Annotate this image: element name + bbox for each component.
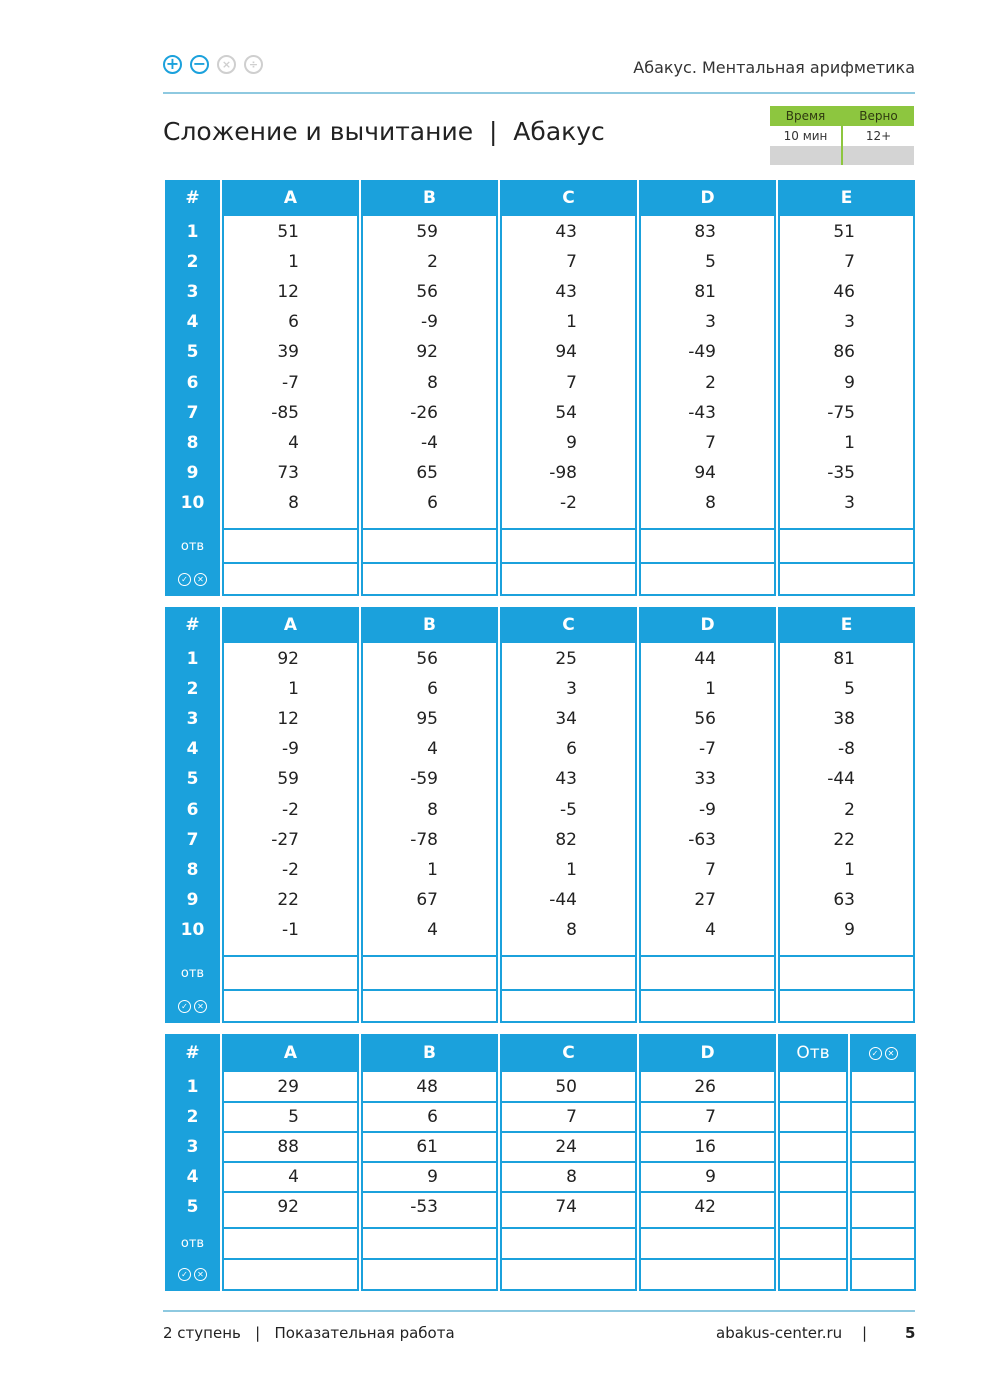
cell-value: 5 [288,1107,299,1128]
time-value: 10 мин [783,129,828,143]
cell-value: 12 [277,709,299,730]
correct-result-field[interactable] [841,146,914,165]
row-label: 2 [186,1107,199,1128]
row-check-input[interactable] [852,1103,914,1130]
cell-value: -4 [421,432,438,453]
cell-value: 8 [427,799,438,820]
cell-value: 3 [844,492,855,513]
row-index-column [165,607,220,1023]
cell-value: 1 [427,859,438,880]
cell-value: 5 [705,252,716,273]
row-label: 7 [186,829,199,850]
row-divider [639,1101,776,1103]
column-header: C [500,607,637,643]
page-title: Сложение и вычитание | Абакус [163,117,605,146]
answer-row-label: отв [180,966,205,981]
cell-value: 6 [427,679,438,700]
row-answer-input[interactable] [780,1193,846,1220]
row-check-input[interactable] [852,1163,914,1190]
cell-value: 1 [844,859,855,880]
index-header: # [185,188,200,208]
cell-value: -7 [699,739,716,760]
cell-value: -27 [271,829,299,850]
row-label: 7 [186,402,199,423]
column-header: A [222,180,359,216]
row-answer-input[interactable] [780,1103,846,1130]
cell-value: 43 [555,282,577,303]
check-input[interactable] [224,564,357,594]
cell-value: 4 [288,432,299,453]
cell-value: 3 [566,679,577,700]
row-check-input[interactable] [852,1073,914,1100]
check-input[interactable] [780,564,913,594]
column-b [361,607,498,1023]
row-divider [222,1161,359,1163]
cell-value: 39 [277,342,299,363]
cell-value: 81 [694,282,716,303]
cell-value: 38 [833,709,855,730]
cell-value: 51 [277,222,299,242]
cell-value: 95 [416,709,438,730]
row-label: 6 [186,372,199,393]
row-label: 3 [186,1137,199,1158]
cell-value: 94 [555,342,577,363]
check-divider [850,1258,916,1260]
answer-divider [778,1227,848,1229]
index-header: # [185,615,200,635]
answer-input[interactable] [502,1229,635,1257]
cell-value: 9 [844,372,855,393]
check-divider [778,1258,848,1260]
answer-input[interactable] [780,957,913,988]
row-label: 4 [186,312,199,333]
check-row-label [165,990,220,1023]
cell-value: 82 [555,829,577,850]
answer-input[interactable] [780,530,913,561]
exercise-table-2 [165,607,914,1023]
column-header: E [778,607,915,643]
cell-value: 22 [833,829,855,850]
cell-value: 92 [416,342,438,363]
cell-value: 43 [555,222,577,242]
row-label: 1 [186,1077,199,1097]
check-input[interactable] [363,991,496,1021]
cell-value: -9 [699,799,716,820]
check-column-header [850,1034,916,1072]
cell-value: -2 [282,859,299,880]
answer-input[interactable] [224,957,357,988]
check-column [850,1034,916,1291]
cell-value: 7 [566,372,577,393]
column-c [500,607,637,1023]
column-e [778,607,915,1023]
cell-value: 59 [416,222,438,242]
check-icon: ✓ [869,1047,882,1060]
check-input[interactable] [502,991,635,1021]
cell-value: 7 [705,859,716,880]
answer-input[interactable] [641,957,774,988]
cell-value: 2 [427,252,438,273]
cell-value: 1 [844,432,855,453]
cell-value: 8 [427,372,438,393]
plus-icon: + [163,55,182,74]
column-header: B [361,180,498,216]
cell-value: 88 [277,1137,299,1158]
check-input[interactable] [224,991,357,1021]
exercise-table-1 [165,180,914,596]
cell-value: -78 [410,829,438,850]
answer-input[interactable] [363,530,496,561]
row-label: 5 [186,769,199,790]
row-label: 5 [186,342,199,363]
column-c [500,180,637,596]
column-e [778,180,915,596]
row-label: 2 [186,679,199,700]
cell-value: -63 [688,829,716,850]
cell-value: 7 [705,432,716,453]
answer-divider [850,1227,916,1229]
column-header: A [222,607,359,643]
check-icon: ✓ [178,573,191,586]
row-label: 9 [186,889,199,910]
cell-value: 4 [427,919,438,940]
cell-value: 61 [416,1137,438,1158]
cell-value: -5 [560,799,577,820]
row-divider [222,1101,359,1103]
cell-value: 6 [427,492,438,513]
cell-value: 46 [833,282,855,303]
cell-value: 8 [566,1167,577,1188]
divide-icon: ÷ [244,55,263,74]
column-b [361,180,498,596]
cell-value: 6 [288,312,299,333]
minus-icon: − [190,55,209,74]
column-header: C [500,1034,637,1072]
cell-value: -26 [410,402,438,423]
row-divider [500,1161,637,1163]
check-input[interactable] [363,564,496,594]
answer-column-header: Отв [778,1034,848,1072]
column-b [361,1034,498,1291]
cell-value: -2 [560,492,577,513]
row-label: 3 [186,282,199,303]
cell-value: 51 [833,222,855,242]
footer-site: abakus-center.ru [716,1324,843,1342]
row-label: 5 [186,1197,199,1218]
cell-value: 9 [705,1167,716,1188]
cell-value: 7 [705,1107,716,1128]
cell-value: 81 [833,649,855,669]
row-divider [639,1191,776,1193]
row-divider [500,1131,637,1133]
column-a [222,1034,359,1291]
cell-value: 1 [705,679,716,700]
check-input[interactable] [641,991,774,1021]
cell-value: -44 [827,769,855,790]
row-label: 6 [186,799,199,820]
cell-value: 73 [277,462,299,483]
row-label: 1 [186,649,199,669]
cell-value: 3 [705,312,716,333]
row-index-column [165,180,220,596]
cell-value: 9 [566,432,577,453]
correct-label: Верно [841,106,914,126]
cell-value: 42 [694,1197,716,1218]
check-input[interactable] [224,1260,357,1287]
cell-value: 2 [844,799,855,820]
cell-value: 16 [694,1137,716,1158]
cell-value: -9 [421,312,438,333]
column-a [222,607,359,1023]
cell-value: 7 [566,1107,577,1128]
cell-value: 24 [555,1137,577,1158]
check-input[interactable] [780,991,913,1021]
cell-value: 9 [844,919,855,940]
footer-left: 2 ступень | Показательная работа [163,1324,455,1342]
column-a [222,180,359,596]
column-header: C [500,180,637,216]
cell-value: 63 [833,889,855,910]
cell-value: 65 [416,462,438,483]
cell-value: 67 [416,889,438,910]
cell-value: -75 [827,402,855,423]
cell-value: 22 [277,889,299,910]
cell-value: 2 [705,372,716,393]
cell-value: 6 [427,1107,438,1128]
cell-value: 33 [694,769,716,790]
cross-icon: ✕ [194,1268,207,1281]
check-input[interactable] [641,1260,774,1287]
cell-value: -43 [688,402,716,423]
row-label: 1 [186,222,199,242]
cell-value: 50 [555,1077,577,1097]
cell-value: -44 [549,889,577,910]
row-label: 9 [186,462,199,483]
row-label: 10 [180,919,205,940]
answer-input[interactable] [502,957,635,988]
cell-value: -2 [282,799,299,820]
row-answer-input[interactable] [780,1163,846,1190]
check-input[interactable] [641,564,774,594]
check-input[interactable] [502,564,635,594]
row-label: 3 [186,709,199,730]
time-result-field[interactable] [770,146,841,165]
cell-value: 83 [694,222,716,242]
cell-value: 29 [277,1077,299,1097]
cell-value: -1 [282,919,299,940]
column-c [500,1034,637,1291]
time-label: Время [770,106,841,126]
cell-value: 7 [566,252,577,273]
column-header: B [361,1034,498,1072]
cell-value: -98 [549,462,577,483]
check-icon: ✓ [178,1000,191,1013]
cell-value: 56 [694,709,716,730]
check-row-label [165,1259,220,1289]
header-divider [163,92,915,94]
answer-input[interactable] [224,530,357,561]
row-index-column [165,1034,220,1291]
cell-value: 8 [566,919,577,940]
cell-value: 8 [288,492,299,513]
column-d [639,607,776,1023]
cell-value: -8 [838,739,855,760]
column-d [639,180,776,596]
cell-value: 56 [416,282,438,303]
answer-input[interactable] [502,530,635,561]
answer-input[interactable] [224,1229,357,1257]
cell-value: 26 [694,1077,716,1097]
check-row-label [165,563,220,596]
answer-input[interactable] [641,530,774,561]
cell-value: 7 [844,252,855,273]
row-label: 2 [186,252,199,273]
column-header: E [778,180,915,216]
cell-value: -7 [282,372,299,393]
cell-value: 3 [844,312,855,333]
operation-icons [163,55,263,74]
row-label: 10 [180,492,205,513]
cell-value: 74 [555,1197,577,1218]
cell-value: -59 [410,769,438,790]
check-input[interactable] [363,1260,496,1287]
row-label: 4 [186,739,199,760]
answer-input[interactable] [363,957,496,988]
row-check-input[interactable] [852,1133,914,1160]
row-divider [361,1101,498,1103]
row-check-input[interactable] [852,1193,914,1220]
answer-input[interactable] [363,1229,496,1257]
cell-value: 94 [694,462,716,483]
brand-title: Абакус. Ментальная арифметика [633,58,915,77]
cell-value: 44 [694,649,716,669]
cell-value: 92 [277,1197,299,1218]
cell-value: 48 [416,1077,438,1097]
cross-icon: ✕ [194,1000,207,1013]
row-divider [361,1191,498,1193]
correct-value: 12+ [841,126,914,146]
cell-value: 1 [288,252,299,273]
cross-icon: ✕ [194,573,207,586]
cell-value: 5 [844,679,855,700]
cell-value: 34 [555,709,577,730]
column-d [639,1034,776,1291]
cell-value: -35 [827,462,855,483]
exercise-table-3 [165,1034,914,1291]
cell-value: 12 [277,282,299,303]
row-answer-input[interactable] [780,1133,846,1160]
column-header: D [639,607,776,643]
cell-value: 1 [566,312,577,333]
answer-column [778,1034,848,1291]
row-divider [222,1191,359,1193]
cell-value: 25 [555,649,577,669]
column-header: D [639,180,776,216]
cell-value: -49 [688,342,716,363]
cell-value: 1 [288,679,299,700]
check-input[interactable] [502,1260,635,1287]
row-divider [639,1131,776,1133]
cell-value: 4 [288,1167,299,1188]
cell-value: 92 [277,649,299,669]
cell-value: 27 [694,889,716,910]
column-header: B [361,607,498,643]
row-divider [500,1191,637,1193]
cell-value: -85 [271,402,299,423]
row-label: 8 [186,859,199,880]
cell-value: 9 [427,1167,438,1188]
check-icon: ✓ [178,1268,191,1281]
cell-value: 4 [427,739,438,760]
cell-value: 8 [705,492,716,513]
cell-value: 6 [566,739,577,760]
cell-value: 54 [555,402,577,423]
cell-value: 59 [277,769,299,790]
index-header: # [185,1043,200,1063]
cell-value: 56 [416,649,438,669]
row-label: 4 [186,1167,199,1188]
row-divider [222,1131,359,1133]
cell-value: 43 [555,769,577,790]
cell-value: 86 [833,342,855,363]
times-icon: × [217,55,236,74]
limits-box [770,106,914,165]
row-divider [500,1101,637,1103]
footer-divider [163,1310,915,1312]
answer-row-label: отв [180,539,205,554]
row-divider [361,1161,498,1163]
cell-value: 1 [566,859,577,880]
cross-icon: ✕ [885,1047,898,1060]
answer-row-label: отв [180,1236,205,1251]
footer-separator: | [862,1324,868,1342]
column-header: D [639,1034,776,1072]
answer-input[interactable] [641,1229,774,1257]
column-header: A [222,1034,359,1072]
cell-value: -53 [410,1197,438,1218]
row-answer-input[interactable] [780,1073,846,1100]
page-number: 5 [905,1324,916,1342]
row-label: 8 [186,432,199,453]
cell-value: -9 [282,739,299,760]
row-divider [639,1161,776,1163]
row-divider [361,1131,498,1133]
cell-value: 4 [705,919,716,940]
